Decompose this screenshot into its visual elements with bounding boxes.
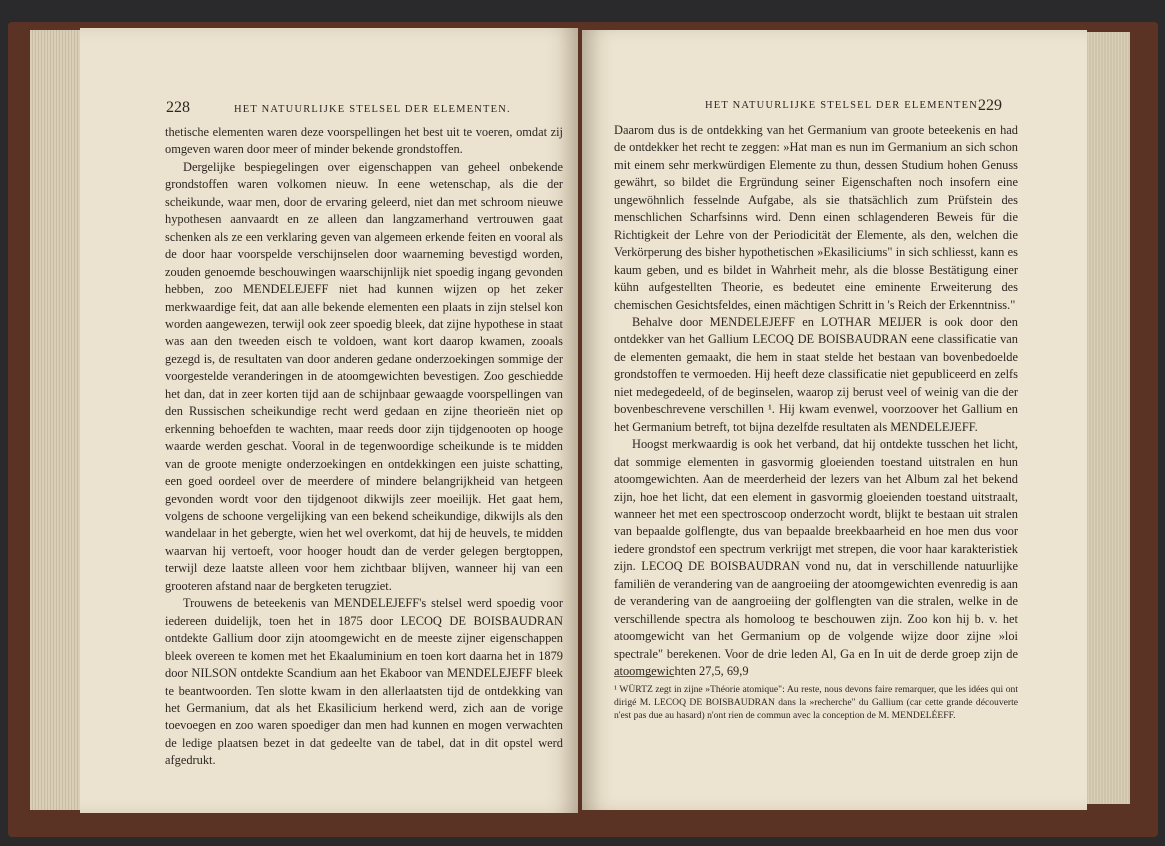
footnote: ¹ WÜRTZ zegt in zijne »Théorie atomique": Au reste, nous devons faire remarquer, que les idées qui ont dirigé M. LECOQ DE BOISBAUDRAN dans la »recherche" du Gallium (car cette grande découverte n'est pas due au hasard) n'ont rien de commun avec la conception de M. MENDELÉEFF. bbox=[614, 684, 1018, 721]
left-body-text bbox=[165, 124, 563, 770]
right-running-title: HET NATUURLIJKE STELSEL DER ELEMENTEN. bbox=[705, 100, 982, 111]
right-paragraph-2: Behalve door MENDELEJEFF en LOTHAR MEIJER is ook door den ontdekker van het Gallium LECOQ DE BOISBAUDRAN eene classificatie van de elementen gemaakt, die hem in staat stelde het bestaan van bovenbedoelde grondstoffen te vermoeden. Hij heeft deze classificatie niet gepubliceerd en zelfs niet medegedeeld, of de beginselen, waarop zij berust veel of weinig van die der bovenbeschrevene verschillen ¹. Hij kwam evenwel, voorzoover het Gallium en het Germanium betreft, tot bijna dezelfde resultaten als MENDELEJEFF. bbox=[614, 314, 1018, 434]
left-paragraph-2: Dergelijke bespiegelingen over eigenschappen van geheel onbekende grondstoffen waren volkomen nieuw. In eene wetenschap, als die der scheikunde, waar men, door de ervaring geleerd, niet dan met schroom nieuwe hypothesen aanvaardt en ze alleen dan langzamerhand vertrouwen gaat schenken als ze een verklaring geven van algemeen erkende feiten en vooral als de door haar voorspelde verschijnselen door waarneming bevestigd worden, zouden genoemde beschouwingen waarschijnlijk niet spoedig ingang gevonden hebben, zoo MENDELEJEFF niet had kunnen wijzen op het zeker merkwaardige feit, dat aan alle bekende elementen een plaats in zijn stelsel kon worden aangewezen, terwijl ook zeer spoedig bleek, dat zijne hypothese in staat was aan den tweeden eisch te voldoen, want kort daarop kwamen, zooals gezegd is, de resultaten van door anderen gedane onderzoekingen sommige der voorgestelde veranderingen in de atoomgewichten bevestigen. Zoo geschiedde het dan, dat in zeer korten tijd aan de schijnbaar gewaagde voorspellingen van den Russischen scheikundige recht werd gedaan en zijne theorieën niet op erkenning behoefden te wachten, maar reeds door zijn tijdgenooten op hooge waarde werden geschat. Vooral in de tegenwoordige scheikunde is te midden van de groote menigte onderzoekingen en ontdekkingen een juiste schatting, een goed oordeel over de meerdere of mindere belangrijkheid van hetgeen gevonden wordt voor den tijdgenoot dikwijls zeer moeilijk. Het gaat hem, volgens de schoone vergelijking van een bekend scheikundige, dikwijls als den wandelaar in het gebergte, wien het wel overkomt, dat hij de heuvels, te midden waarvan hij vertoeft, voor hooger houdt dan de verder gelegen bergtoppen, terwijl deze laatste alleen voor hem zichtbaar blijven, wanneer hij van een grooteren afstand naar de bergketen terugziet. bbox=[165, 159, 563, 593]
right-body-text bbox=[614, 122, 1018, 681]
right-page-number: 229 bbox=[978, 97, 1002, 114]
left-paragraph-1: thetische elementen waren deze voorspellingen het best uit te voeren, omdat zij omgeven waren door meer of minder bekende grondstoffen. bbox=[165, 125, 563, 157]
right-paragraph-3: Hoogst merkwaardig is ook het verband, dat hij ontdekte tusschen het licht, dat sommige elementen in gasvormig gloeienden toestand uitstralen en hun atoomgewichten. Aan de meerderheid der lezers van het Album zal het bekend zijn, hoe het licht, dat een element in gasvormig gloeienden toestand uitstraalt, wanneer het met een spectroscoop onderzocht wordt, blijkt te bestaan uit stralen van bepaalde golflengte, dus van bepaalde breekbaarheid en hoe men dus voor iedere grondstof een spectrum verkrijgt met strepen, die voor haar karakteristiek zijn. LECOQ DE BOISBAUDRAN vond nu, dat in verschillende natuurlijke familiën de verandering van de aangroeiing der atoomgewichten evenredig is aan de verandering van de aangroeiing der golflengten van die stralen, welke in de verschillende spectra als homoloog te beschouwen zijn. Zoo kon hij b. v. het atoomgewicht van het Germanium op de volgende wijze door zijne »loi spectrale" berekenen. Voor de drie leden Al, Ga en In uit de derde groep zijn de atoomgewichten 27,5, 69,9 bbox=[614, 437, 1018, 679]
right-page-edges bbox=[1086, 32, 1130, 804]
left-page-edges bbox=[30, 30, 82, 810]
right-paragraph-1: Daarom dus is de ontdekking van het Germanium van groote beteekenis en had de ontdekker het recht te zeggen: »Hat man es nun im Germanium an sich schon mit einem sehr merkwürdigen Elemente zu thun, dessen Studium hohen Genuss gewährt, so bildet die Ergründung seiner Eigenschaften noch insofern eine ungewöhnlich fesselnde Aufgabe, als sie thatsächlich zum Prüfstein des menschlichen Scharfsinns wird. Denn einen schlagenderen Beweis für die Richtigkeit der Lehre von der Periodicität der Elemente, als den, welchen die Verkörperung des bisher hypothetischen »Ekasiliciums" in sich schliesst, kann es kaum geben, und es bildet in Wahrheit mehr, als die blosse Bestätigung einer kühn aufgestellten Theorie, es bedeutet eine eminente Erweiterung des chemischen Gesichtsfeldes, einen mächtigen Schritt in 's Reich der Erkenntniss." bbox=[614, 123, 1018, 312]
left-page-number: 228 bbox=[166, 99, 190, 116]
footnote-rule bbox=[614, 676, 674, 677]
left-running-title: HET NATUURLIJKE STELSEL DER ELEMENTEN. bbox=[234, 104, 511, 115]
left-paragraph-3: Trouwens de beteekenis van MENDELEJEFF's stelsel werd spoedig voor iedereen duidelijk, toen het in 1875 door LECOQ DE BOISBAUDRAN ontdekte Gallium door zijn atoomgewicht en de meeste zijner eigenschappen bleek overeen te komen met het Ekaaluminium en toen kort daarna het in 1879 door NILSON ontdekte Scandium aan het Ekaboor van MENDELEJEFF bleek te beantwoorden. Ten slotte kwam in den allerlaatsten tijd de ontdekking van het Germanium, dat als het Ekasilicium herkend werd, zich aan de vorige toevoegen en zoo waren spoediger dan men had kunnen en mogen verwachten de ledige plaatsen bezet in dat gedeelte van de tabel, dat in dit opstel werd afgedrukt. bbox=[165, 596, 563, 768]
